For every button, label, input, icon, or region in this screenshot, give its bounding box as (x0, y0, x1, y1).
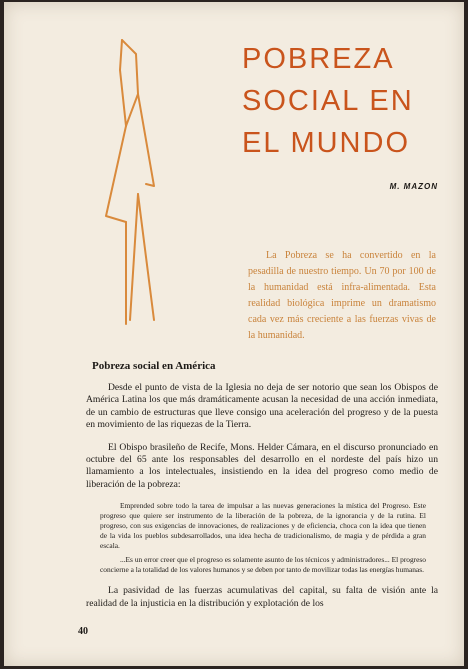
intro-lead (248, 248, 436, 344)
block-quote (100, 501, 426, 575)
section-heading: Pobreza social en América (92, 360, 216, 372)
author-byline: M. MAZON (389, 182, 438, 191)
body-paragraph-1: Desde el punto de vista de la Iglesia no deja de ser notorio que sean los Obispos de América Latina los que más dramáticamente acusan la necesidad de una acción inmediata, de un cambio de estructuras que lleve consigo una aceleración del progreso y de la puesta en movimiento de las riquezas de la Tierra. (86, 382, 438, 431)
intro-text: La Pobreza se ha convertido en la pesadilla de nuestro tiempo. Un 70 por 100 de la humanidad está infra-alimentada. Esta realidad biológica imprime un dramatismo cada vez más creciente a las fuerzas vivas de la humanidad. (248, 250, 436, 341)
quote-paragraph-2: ...Es un error creer que el progreso es solamente asunto de los técnicos y administradores... El progreso concierne a la totalidad de los valores humanos y se deben por tanto de movilizar todas las energías humanas. (100, 555, 426, 575)
stylized-human-figure-illustration (96, 34, 176, 334)
page-number: 40 (78, 626, 88, 637)
article-body (86, 382, 438, 620)
article-title (242, 38, 457, 164)
title-line-2: SOCIAL EN (242, 85, 414, 117)
body-paragraph-2: El Obispo brasileño de Recife, Mons. Helder Cámara, en el discurso pronunciado en octubre del 65 ante los responsables del desarrollo en el nordeste del país hizo un llamamiento a los intelectuales, insistiendo en la idea del progreso como medio de liberación de la pobreza: (86, 441, 438, 490)
body-paragraph-3: La pasividad de las fuerzas acumulativas del capital, su falta de visión ante la realidad de la injusticia en la distribución y explotación de los (86, 585, 438, 609)
title-line-3: EL MUNDO (242, 127, 410, 159)
quote-paragraph-1: Emprended sobre todo la tarea de impulsar a las nuevas generaciones la mística del Progreso. Este progreso que quiere ser instrumento de la liberación de la pobreza, de la ignorancia y de la rutina. El progreso, con sus exigencias de innovaciones, de realizaciones y de eficiencia, choca con la idea que tienen de la vida los pueblos subdesarrollados, una idea hecha de tradicionalismo, de magia y de pérdida a gran escala. (100, 501, 426, 551)
magazine-page (4, 2, 464, 666)
title-line-1: POBREZA (242, 43, 395, 75)
